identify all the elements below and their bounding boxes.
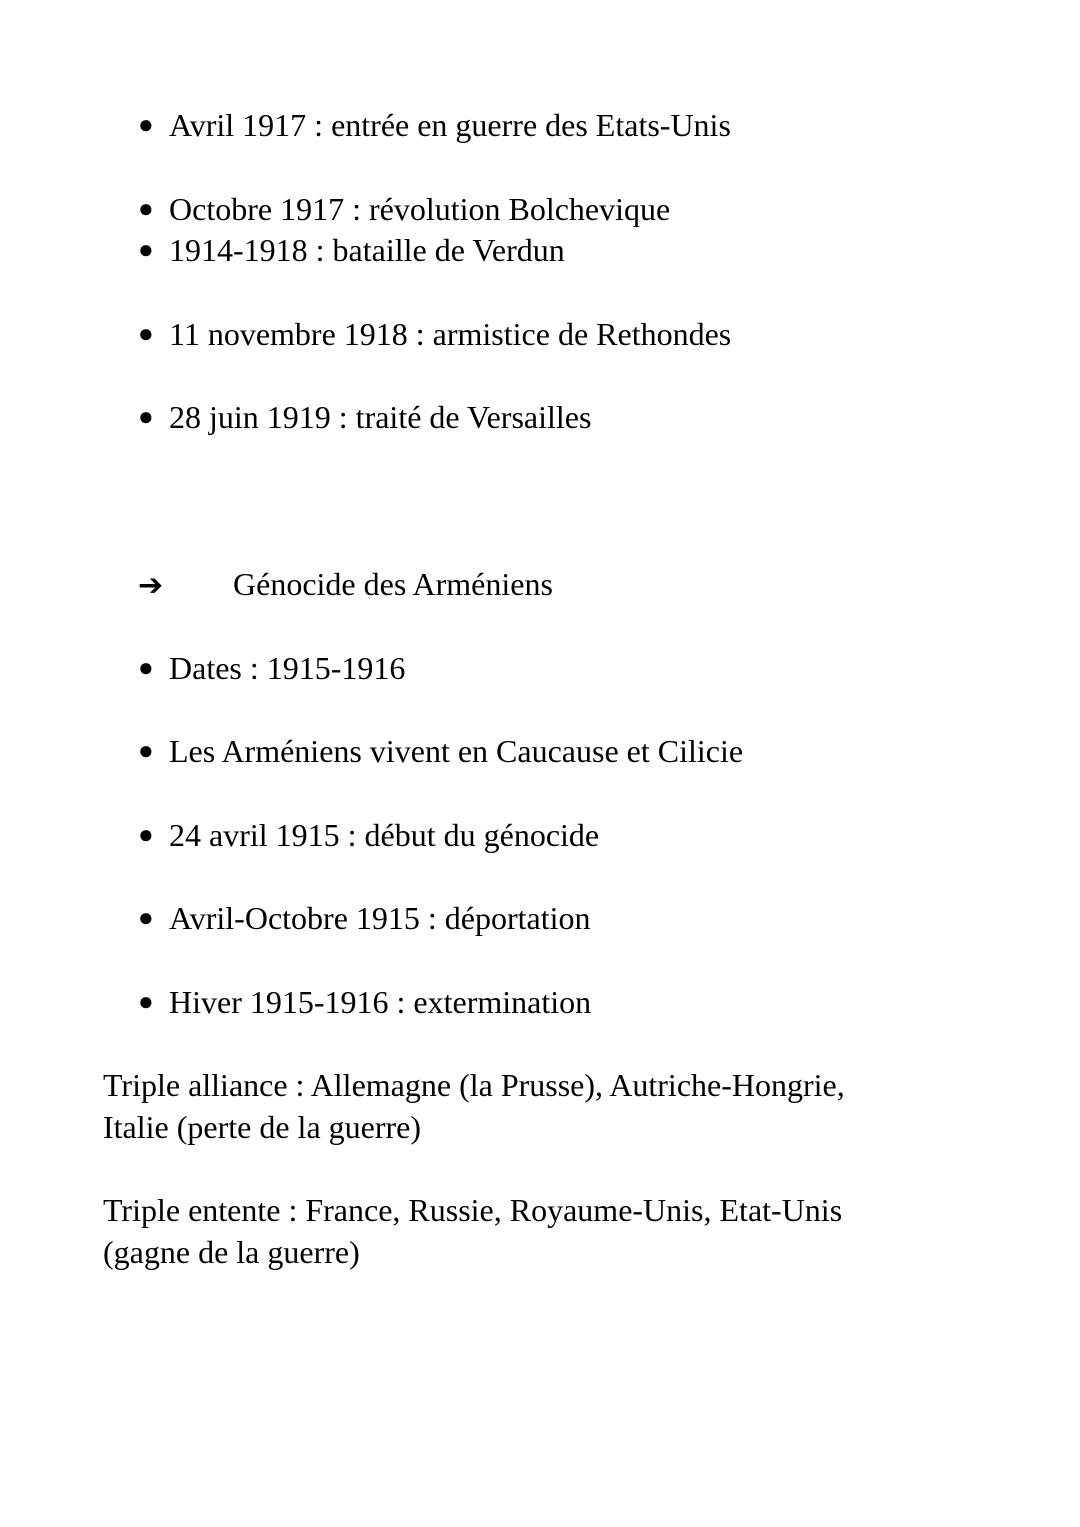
section-heading (138, 563, 553, 605)
list-item-text: 24 avril 1915 : début du génocide (169, 817, 600, 853)
list-item (138, 730, 743, 772)
bullet-icon: ● (138, 194, 154, 223)
heading-text: Génocide des Arméniens (233, 566, 553, 602)
paragraph-line: Triple entente : France, Russie, Royaume-Unis, Etat-Unis (103, 1192, 843, 1228)
list-item (138, 396, 591, 438)
list-item-text: Octobre 1917 : révolution Bolchevique (169, 191, 671, 227)
bullet-icon: ● (138, 110, 154, 139)
list-item-text: Dates : 1915-1916 (169, 650, 406, 686)
paragraph-line: Triple alliance : Allemagne (la Prusse), Autriche-Hongrie, (103, 1067, 845, 1103)
bullet-icon: ● (138, 319, 154, 348)
bullet-icon: ● (138, 653, 154, 682)
list-item (138, 814, 599, 856)
paragraph-line: (gagne de la guerre) (103, 1234, 360, 1270)
list-item-text: 1914-1918 : bataille de Verdun (169, 232, 565, 268)
list-item (138, 647, 405, 689)
list-item (138, 981, 591, 1023)
right-arrow-icon: ➔ (138, 568, 164, 603)
bullet-icon: ● (138, 235, 154, 264)
list-item-text: 28 juin 1919 : traité de Versailles (169, 399, 592, 435)
list-item (138, 313, 731, 355)
list-item (138, 229, 565, 271)
bullet-icon: ● (138, 987, 154, 1016)
list-item (138, 188, 670, 230)
list-item-text: 11 novembre 1918 : armistice de Rethondes (169, 316, 732, 352)
list-item-text: Hiver 1915-1916 : extermination (169, 984, 592, 1020)
bullet-icon: ● (138, 820, 154, 849)
list-item-text: Les Arméniens vivent en Caucause et Cilicie (169, 733, 744, 769)
bullet-icon: ● (138, 736, 154, 765)
list-item (138, 104, 731, 146)
list-item-text: Avril 1917 : entrée en guerre des Etats-Unis (169, 107, 731, 143)
bullet-icon: ● (138, 402, 154, 431)
paragraph-line: Italie (perte de la guerre) (103, 1109, 422, 1145)
bullet-icon: ● (138, 903, 154, 932)
list-item (138, 897, 591, 939)
list-item-text: Avril-Octobre 1915 : déportation (169, 900, 591, 936)
